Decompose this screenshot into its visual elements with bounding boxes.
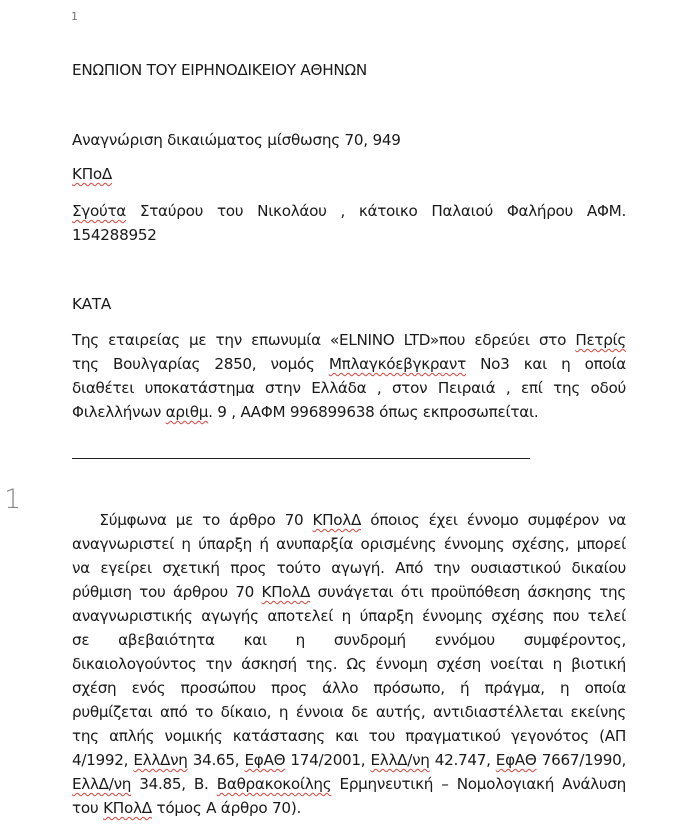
defendant-line-2: της Βουλγαρίας 2850, νομός Μπλαγκόεβγκραντ Νο3 και η οποία <box>72 355 626 373</box>
spellcheck-word[interactable]: Μπλαγκόεβγκραντ <box>328 355 466 373</box>
spellcheck-word[interactable]: Σγούτα <box>72 202 127 220</box>
body-line-9: ρυθμίζεται από το δίκαιο, η έννοια δε αυτής, αντιδιαστέλλεται εκείνης <box>72 703 626 721</box>
spellcheck-word[interactable]: ΚΠολΔ <box>261 583 311 601</box>
body-line-7: δικαιολογούντος την άσκησή της. Ως έννομη σχέση νοείται η βιοτική <box>72 655 626 673</box>
body-line-2: αναγνωριστεί η ύπαρξη ή ανυπαρξία ορισμένης έννομης σχέσης, μπορεί <box>72 535 626 553</box>
body-line-10: της απλής νομικής κατάστασης και του πραγματικού γεγονότος (ΑΠ <box>72 727 626 745</box>
body-line-13: του ΚΠολΔ τόμος Α άρθρο 70). <box>72 799 302 817</box>
body-line-1: Σύμφωνα με το άρθρο 70 ΚΠολΔ όποιος έχει έννομο συμφέρον να <box>72 511 626 529</box>
spellcheck-word[interactable]: Πετρίς <box>575 331 626 349</box>
spellcheck-word[interactable]: ΕλλΔνη <box>133 751 188 769</box>
body-line-8: σχέση ενός προσώπου προς άλλο πρόσωπο, ή πράγμα, η οποία <box>72 679 626 697</box>
body-line-12: ΕλλΔ/νη 34.85, Β. Βαθρακοκοίλης Ερμηνευτική – Νομολογιακή Ανάλυση <box>72 775 626 793</box>
separator-line <box>72 458 530 459</box>
body-line-6: σε αβεβαιότητα και η συνδρομή εννόμου συμφέροντος, <box>72 631 626 649</box>
spellcheck-word[interactable]: ΕλλΔ/νη <box>370 751 430 769</box>
margin-section-number: 1 <box>4 484 22 515</box>
defendant-line-4: Φιλελλήνων αριθμ. 9 , ΑΑΦΜ 996899638 όπως εκπροσωπείται. <box>72 403 539 421</box>
spellcheck-word[interactable]: Βαθρακοκοίλης <box>216 775 332 793</box>
spellcheck-word[interactable]: ΕφΑΘ <box>495 751 537 769</box>
body-line-11: 4/1992, ΕλλΔνη 34.65, ΕφΑΘ 174/2001, ΕλλΔ/νη 42.747, ΕφΑΘ 7667/1990, <box>72 751 626 769</box>
body-line-3: να εγείρει σχετική προς τούτο αγωγή. Από την ουσιαστικού δικαίου <box>72 559 626 577</box>
against-label: ΚΑΤΑ <box>72 295 112 313</box>
spellcheck-word[interactable]: ΚΠολΔ <box>103 799 152 817</box>
spellcheck-word[interactable]: ΕφΑΘ <box>244 751 286 769</box>
spellcheck-word[interactable]: ΕλλΔ/νη <box>72 775 132 793</box>
spellcheck-word[interactable]: αριθμ <box>165 403 209 421</box>
body-line-5: αναγνωριστικής αγωγής αποτελεί η ύπαρξη έννομης σχέσης που τελεί <box>72 607 626 625</box>
defendant-line-1: Της εταιρείας με την επωνυμία «ELNINO LTD»που εδρεύει στο Πετρίς <box>72 331 626 349</box>
code-reference <box>72 162 112 186</box>
plaintiff-line: Σγούτα Σταύρου του Νικολάου , κάτοικο Παλαιού Φαλήρου ΑΦΜ. <box>72 202 626 220</box>
spellcheck-word[interactable]: ΚΠολΔ <box>312 511 362 529</box>
spellcheck-word[interactable]: ΚΠοΔ <box>72 165 113 183</box>
plaintiff-afm: 154288952 <box>72 226 157 244</box>
court-title: ΕΝΩΠΙΟΝ ΤΟΥ ΕΙΡΗΝΟΔΙΚΕΙΟΥ ΑΘΗΝΩΝ <box>72 61 367 79</box>
header-page-number: 1 <box>71 10 78 23</box>
body-line-4: ρύθμιση του άρθρου 70 ΚΠολΔ συνάγεται ότι προϋπόθεση άσκησης της <box>72 583 626 601</box>
subject-line: Αναγνώριση δικαιώματος μίσθωσης 70, 949 <box>72 131 401 149</box>
defendant-line-3: διαθέτει υποκατάστημα στην Ελλάδα , στον Πειραιά , επί της οδού <box>72 379 626 397</box>
